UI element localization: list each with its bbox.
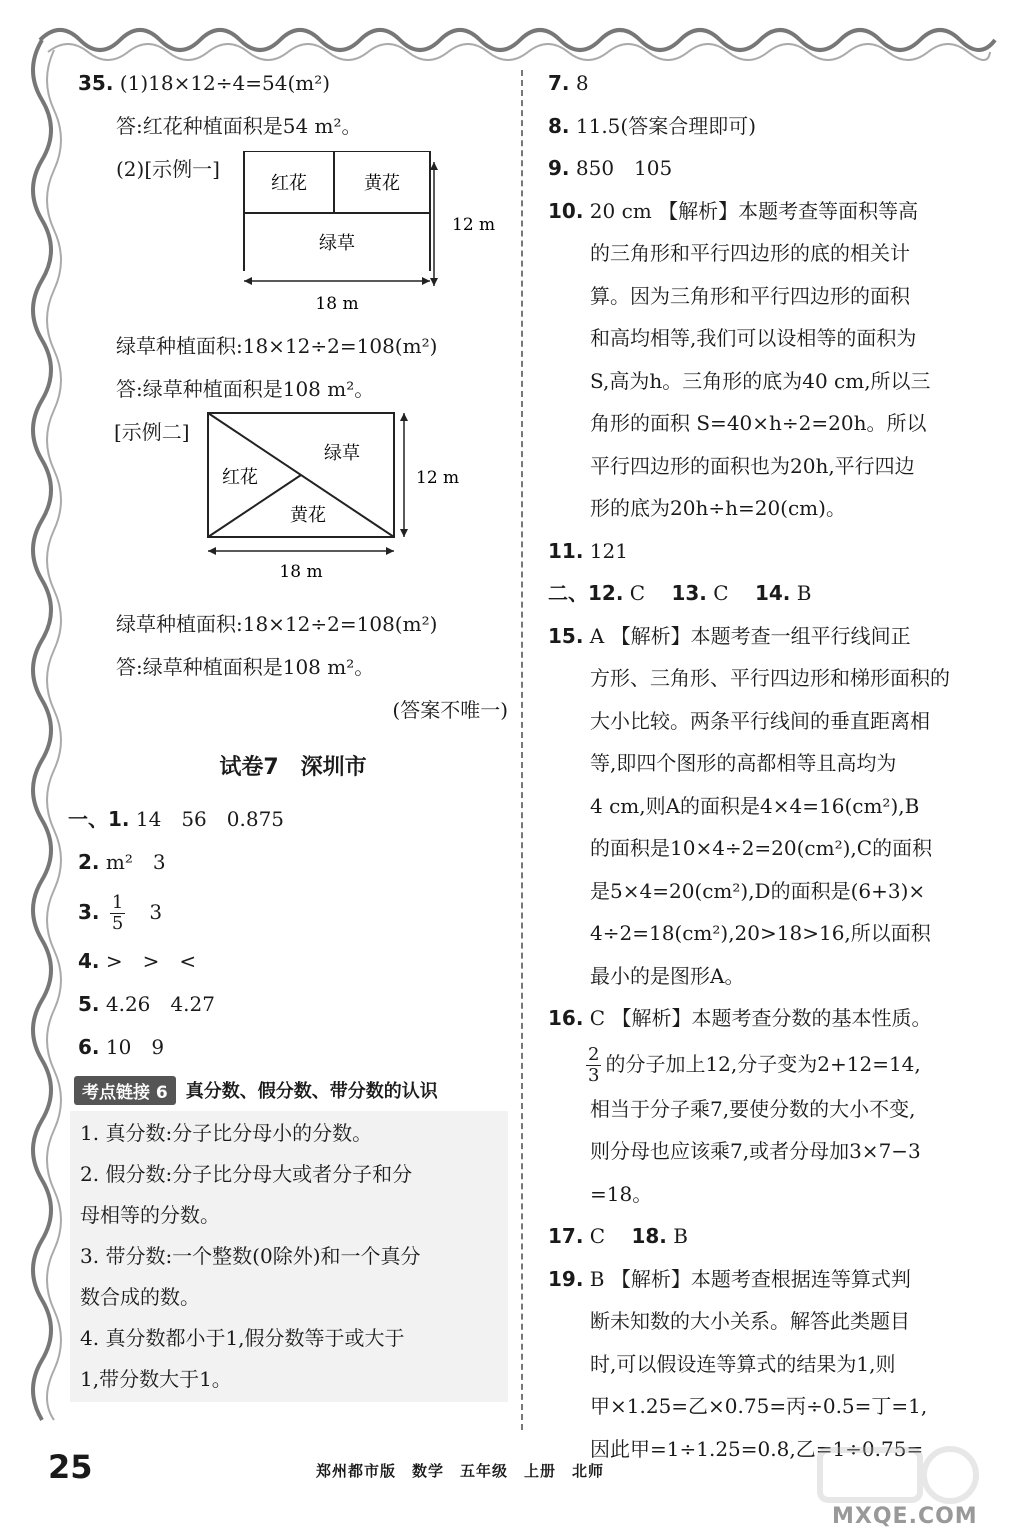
q19-text: B 【解析】本题考查根据连等算式判 xyxy=(583,1266,911,1291)
fig1-height-label: 12 m xyxy=(452,215,496,235)
q15-explain-line: 的面积是10×4÷2=20(cm²),C的面积 xyxy=(590,836,933,860)
q12-text: C xyxy=(623,581,666,605)
q8-number: 8. xyxy=(548,113,570,138)
q16-fraction xyxy=(586,1045,601,1086)
knowledge-link-badge: 考点链接 6 xyxy=(74,1076,176,1105)
q19-explain-line: 因此甲=1÷1.25=0.8,乙=1÷0.75= xyxy=(590,1436,924,1461)
q35-example1-label: (2)[示例一] xyxy=(116,157,220,181)
q9-number: 9. xyxy=(548,156,570,180)
q15-explain-line: 4÷2=18(cm²),20>18>16,所以面积 xyxy=(590,921,931,945)
kd-line: 1. 真分数:分子比分母小的分数。 xyxy=(80,1121,373,1145)
q15-explain-line: 大小比较。两条平行线间的垂直距离相 xyxy=(590,708,930,733)
fig1-label-green: 绿草 xyxy=(319,233,355,254)
watermark-block xyxy=(820,1450,920,1500)
q19-number: 19. xyxy=(548,1266,584,1291)
q15-explain-line: 最小的是图形A。 xyxy=(590,963,745,988)
q11-number: 11. xyxy=(548,538,584,563)
q16-text: C 【解析】本题考查分数的基本性质。 xyxy=(583,1006,932,1030)
q35-green-area2: 绿草种植面积:18×12÷2=108(m²) xyxy=(116,612,438,636)
q35-example2-label: [示例二] xyxy=(114,420,190,444)
fig1-width-arrowhead-right xyxy=(422,277,430,285)
q3-line xyxy=(78,884,508,940)
q16-explain-line: 则分母也应该乘7,或者分母加3×7−3 xyxy=(590,1139,921,1163)
q10-explain-line: 平行四边形的面积也为20h,平行四边 xyxy=(590,453,915,478)
fig2-width-arrowhead-left xyxy=(208,547,216,555)
page-number: 25 xyxy=(48,1448,93,1486)
q17-number: 17. xyxy=(548,1224,584,1248)
q18-text: B xyxy=(666,1224,688,1248)
q15-number: 15. xyxy=(548,623,584,648)
q14-text: B xyxy=(790,581,812,605)
watermark-text: MXQE.COM xyxy=(832,1504,978,1529)
q10-explain-line: 形的底为20h÷h=20(cm)。 xyxy=(590,496,846,520)
q15-explain-line: 是5×4=20(cm²),D的面积是(6+3)× xyxy=(590,878,926,903)
q3-fraction-numerator: 1 xyxy=(111,892,124,913)
q2-line xyxy=(78,841,508,884)
kd-line: 1,带分数大于1。 xyxy=(80,1367,232,1391)
q19-explain-line: 时,可以假设连等算式的结果为1,则 xyxy=(590,1351,896,1376)
q35-line xyxy=(78,62,508,105)
q8-text: 11.5(答案合理即可) xyxy=(569,113,757,138)
kd-line: 母相等的分数。 xyxy=(80,1203,220,1227)
q16-explain-line: 相当于分子乘7,要使分数的大小不变, xyxy=(590,1096,916,1121)
q4-line xyxy=(78,940,508,983)
q19-explain-line: 断未知数的大小关系。解答此类题目 xyxy=(590,1309,910,1333)
q4-text: > > < xyxy=(99,949,197,973)
q9-line xyxy=(548,147,978,190)
fig2-height-label: 12 m xyxy=(416,468,460,488)
q18-number: 18. xyxy=(631,1224,667,1248)
q16-second: 的分子加上12,分子变为2+12=14, xyxy=(605,1051,921,1076)
q35-answer1: 答:红花种植面积是54 m²。 xyxy=(116,114,362,138)
kd-line: 4. 真分数都小于1,假分数等于或大于 xyxy=(80,1326,405,1350)
frame-top-wave xyxy=(40,30,995,50)
q10-line xyxy=(548,190,978,233)
q10-text: 20 cm 【解析】本题考查等面积等高 xyxy=(583,198,919,223)
q6-line xyxy=(78,1026,508,1069)
fig1-label-yellow: 黄花 xyxy=(364,173,400,194)
q35-part1: (1)18×12÷4=54(m²) xyxy=(119,71,331,95)
figure-example1-dims xyxy=(78,271,508,331)
q17-18-line xyxy=(548,1215,978,1258)
q35-answer3: 答:绿草种植面积是108 m²。 xyxy=(116,655,375,679)
fig2-width-label: 18 m xyxy=(279,562,323,582)
fig1-width-label: 18 m xyxy=(315,294,359,314)
q13-number: 13. xyxy=(671,581,707,605)
fig2-label-red: 红花 xyxy=(222,467,258,488)
q10-explain-line: S,高为h。三角形的底为40 cm,所以三 xyxy=(590,368,931,393)
footer-text: 郑州都市版 数学 五年级 上册 北师 xyxy=(316,1462,605,1480)
q7-text: 8 xyxy=(569,71,589,95)
kd-line: 2. 假分数:分子比分母大或者分子和分 xyxy=(80,1162,413,1186)
q10-number: 10. xyxy=(548,198,584,223)
q5-number: 5. xyxy=(78,992,100,1016)
q15-explain-line: 方形、三角形、平行四边形和梯形面积的 xyxy=(590,666,950,690)
q1-number: 一、1. xyxy=(68,807,130,831)
q6-text: 10 9 xyxy=(99,1035,165,1059)
fig2-height-arrowhead-bottom xyxy=(400,529,408,537)
q12-14-line xyxy=(548,572,978,615)
q2-number: 2. xyxy=(78,850,100,874)
fig1-width-arrowhead-left xyxy=(244,277,252,285)
figure-example2 xyxy=(78,411,508,587)
kd-line: 数合成的数。 xyxy=(80,1285,200,1309)
q4-number: 4. xyxy=(78,949,100,973)
q2-text: m² 3 xyxy=(99,850,166,874)
q9-text: 850 105 xyxy=(569,156,673,180)
q13-text: C xyxy=(706,581,749,605)
q1-line xyxy=(68,798,508,841)
left-column xyxy=(68,62,508,1402)
q14-number: 14. xyxy=(754,581,791,605)
q35-green-area1: 绿草种植面积:18×12÷2=108(m²) xyxy=(116,334,438,358)
q15-line xyxy=(548,615,978,658)
fig1-label-red: 红花 xyxy=(271,173,307,194)
q5-text: 4.26 4.27 xyxy=(99,992,215,1016)
q10-explain-line: 算。因为三角形和平行四边形的面积 xyxy=(590,283,910,308)
q35-note: (答案不唯一) xyxy=(392,698,508,722)
q19-line xyxy=(548,1258,978,1301)
kd-line: 3. 带分数:一个整数(0除外)和一个真分 xyxy=(80,1244,421,1268)
q16-fraction-numerator: 2 xyxy=(588,1043,600,1065)
knowledge-link-title: 真分数、假分数、带分数的认识 xyxy=(185,1081,438,1102)
fig1-height-arrowhead-top xyxy=(430,162,438,170)
q35-number: 35. xyxy=(78,71,114,95)
q3-number: 3. xyxy=(78,900,100,924)
q7-number: 7. xyxy=(548,71,570,95)
column-divider xyxy=(521,70,523,1430)
q35-answer2: 答:绿草种植面积是108 m²。 xyxy=(116,377,375,401)
q10-explain-line: 和高均相等,我们可以设相等的面积为 xyxy=(590,326,917,350)
q17-text: C xyxy=(583,1224,626,1248)
fig2-label-green: 绿草 xyxy=(324,443,360,464)
q10-explain-line: 角形的面积 S=40×h÷2=20h。所以 xyxy=(590,411,927,435)
q5-line xyxy=(78,983,508,1026)
q15-explain-line: 等,即四个图形的高都相等且高均为 xyxy=(590,751,897,775)
q11-text: 121 xyxy=(583,538,628,563)
q11-line xyxy=(548,530,978,573)
q3-fraction-denominator: 5 xyxy=(111,913,124,934)
q16-fraction-denominator: 3 xyxy=(588,1064,600,1086)
section-title: 试卷7 深圳市 xyxy=(219,755,367,780)
q6-number: 6. xyxy=(78,1035,100,1059)
knowledge-link-body xyxy=(70,1111,508,1402)
q19-explain-line: 甲×1.25=乙×0.75=丙÷0.5=丁=1, xyxy=(590,1394,928,1418)
right-column xyxy=(548,62,978,1470)
q3-text: 3 xyxy=(129,900,163,924)
q16-line xyxy=(548,997,978,1040)
frame-left-wave xyxy=(33,40,51,1420)
q10-explain-line: 的三角形和平行四边形的底的相关计 xyxy=(590,241,910,265)
q1-text: 14 56 0.875 xyxy=(129,807,285,831)
q16-number: 16. xyxy=(548,1006,584,1030)
q3-fraction xyxy=(110,893,125,934)
q12-number: 二、12. xyxy=(548,581,624,605)
q16-explain-line: =18。 xyxy=(590,1181,653,1206)
fig2-width-arrowhead-right xyxy=(386,547,394,555)
q7-line xyxy=(548,62,978,105)
q8-line xyxy=(548,105,978,148)
fig2-label-yellow: 黄花 xyxy=(290,505,326,526)
q15-explain-line: 4 cm,则A的面积是4×4=16(cm²),B xyxy=(590,793,920,818)
knowledge-link-header xyxy=(78,1073,508,1107)
watermark-circle xyxy=(924,1449,976,1501)
q15-text: A 【解析】本题考查一组平行线间正 xyxy=(583,623,911,648)
example2-block xyxy=(78,411,508,587)
fig2-height-arrowhead-top xyxy=(400,413,408,421)
q16-fraction-line xyxy=(548,1040,978,1088)
